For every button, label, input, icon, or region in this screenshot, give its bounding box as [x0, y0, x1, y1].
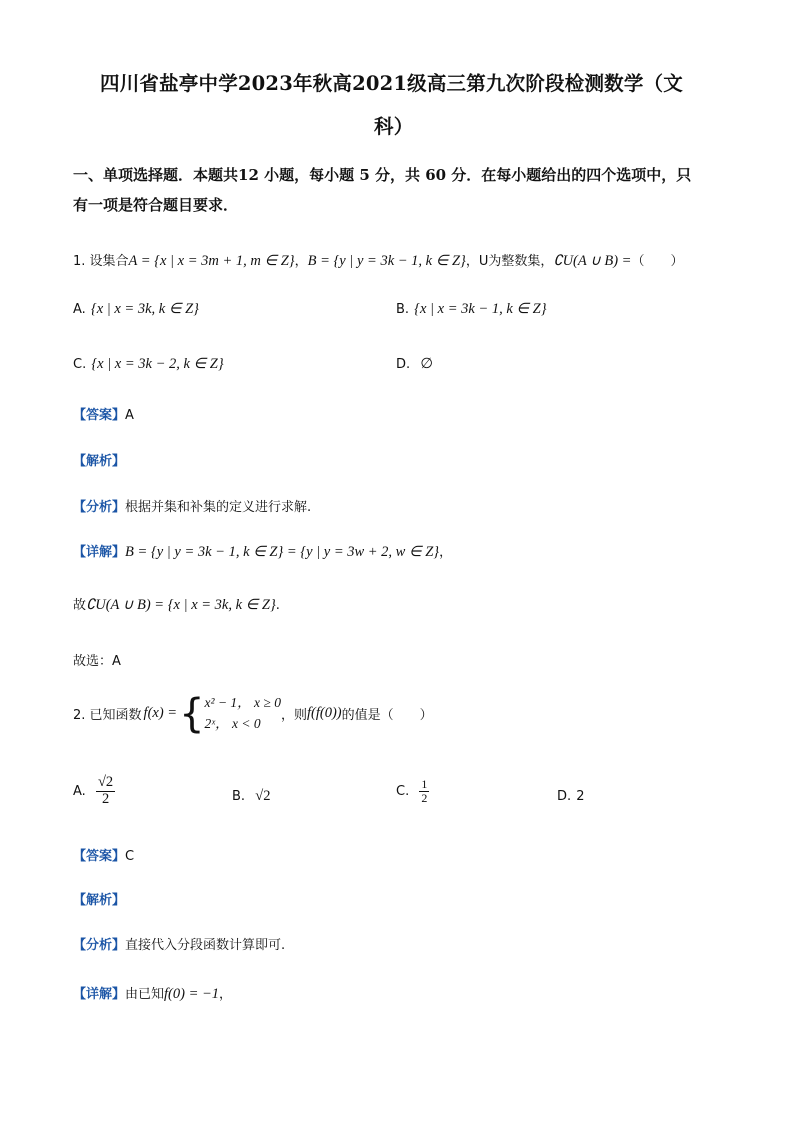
detail-end: ，	[439, 545, 453, 560]
q1-set-a: A = {x | x = 3m + 1, m ∈ Z}	[128, 253, 295, 269]
option-label: B.	[232, 789, 246, 804]
q2-analysis	[73, 889, 125, 908]
fenxi-text: 根据并集和补集的定义进行求解.	[125, 500, 312, 515]
fraction-denominator: 2	[101, 790, 110, 807]
q2-option-a	[73, 775, 115, 808]
section-heading-line2: 有一项是符合题目要求．	[73, 196, 239, 214]
q2-detail	[73, 983, 232, 1003]
piecewise-brace: {	[179, 690, 205, 737]
q2-function: f(x) =	[143, 705, 178, 722]
detail-math: f(0) = −1	[164, 986, 220, 1002]
analysis-tag: 【解析】	[73, 893, 126, 908]
q2-fenxi	[73, 934, 285, 953]
detail-prefix: 故	[73, 598, 87, 613]
q1-prefix: 1. 设集合	[73, 254, 129, 269]
detail-math: B = {y | y = 3k − 1, k ∈ Z} = {y | y = 3w + 2, w ∈ Z}	[125, 544, 440, 560]
piecewise-cases	[205, 693, 281, 735]
q1-detail-line2	[73, 594, 280, 614]
option-value: √2	[255, 788, 271, 804]
q1-option-b	[396, 298, 547, 318]
answer-value: C	[125, 849, 135, 864]
q1-answer	[73, 404, 134, 423]
section-heading-line1: 一、单项选择题．本题共12 小题，每小题 5 分，共 60 分．在每小题给出的四个选项中，只	[73, 166, 692, 184]
option-label: D.	[557, 789, 572, 804]
q1-complement: ∁U(A ∪ B) =	[553, 253, 632, 269]
fenxi-tag: 【分析】	[73, 938, 126, 953]
q2-stem	[73, 690, 433, 737]
option-label: C.	[73, 357, 87, 372]
q1-choose: 故选：A	[73, 654, 121, 669]
analysis-tag: 【解析】	[73, 454, 126, 469]
option-value: {x | x = 3k, k ∈ Z}	[90, 301, 199, 317]
q1-detail-line1	[73, 541, 452, 561]
fraction	[96, 775, 115, 808]
fraction-numerator: 1	[421, 777, 428, 791]
q1-option-a	[73, 298, 199, 318]
q2-answer	[73, 845, 134, 864]
q2-option-d	[557, 785, 585, 804]
fraction-denominator: 2	[421, 791, 428, 806]
option-value: {x | x = 3k − 2, k ∈ Z}	[91, 356, 224, 372]
page-title-line2: 科）	[374, 115, 414, 138]
detail-prefix: 由已知	[125, 987, 165, 1002]
case-2: 2ˣ， x < 0	[204, 715, 261, 731]
q2-ffx: f(f(0))	[306, 705, 342, 722]
answer-value: A	[125, 408, 134, 423]
option-label: D.	[396, 357, 411, 372]
detail-end: .	[275, 598, 280, 613]
option-label: A.	[73, 783, 86, 799]
option-label: C.	[396, 784, 410, 800]
detail-tag: 【详解】	[73, 987, 126, 1002]
q1-analysis	[73, 450, 125, 469]
q1-stem	[73, 250, 683, 270]
q1-universal-text: ，U为整数集，	[465, 254, 554, 269]
q1-option-d	[396, 353, 433, 373]
q2-prefix: 2. 已知函数	[73, 708, 142, 724]
detail-tag: 【详解】	[73, 545, 126, 560]
q1-option-c	[73, 353, 224, 373]
option-value: 2	[576, 789, 585, 804]
case-1: x² − 1， x ≥ 0	[204, 695, 281, 710]
answer-tag: 【答案】	[73, 849, 126, 864]
q1-fenxi	[73, 496, 311, 515]
option-value: ∅	[420, 356, 433, 372]
fenxi-tag: 【分析】	[73, 500, 126, 515]
detail-math: ∁U(A ∪ B) = {x | x = 3k, k ∈ Z}	[86, 597, 276, 613]
q2-option-b	[232, 785, 270, 805]
q2-suffix: 的值是（ ）	[341, 708, 433, 724]
q2-mid: ，则	[280, 708, 307, 724]
fraction-numerator: √2	[97, 774, 114, 790]
option-label: B.	[396, 302, 410, 317]
q1-set-b: B = {y | y = 3k − 1, k ∈ Z}	[307, 253, 466, 269]
answer-tag: 【答案】	[73, 408, 126, 423]
page-title-line1: 四川省盐亭中学2023年秋高2021级高三第九次阶段检测数学（文	[100, 72, 683, 95]
fenxi-text: 直接代入分段函数计算即可.	[125, 938, 286, 953]
q2-option-c	[396, 778, 429, 805]
option-value: {x | x = 3k − 1, k ∈ Z}	[414, 301, 547, 317]
q1-comma: ，	[294, 254, 308, 269]
q1-paren: （ ）	[631, 254, 684, 269]
option-label: A.	[73, 302, 86, 317]
detail-end: ，	[219, 987, 233, 1002]
fraction	[419, 778, 429, 805]
